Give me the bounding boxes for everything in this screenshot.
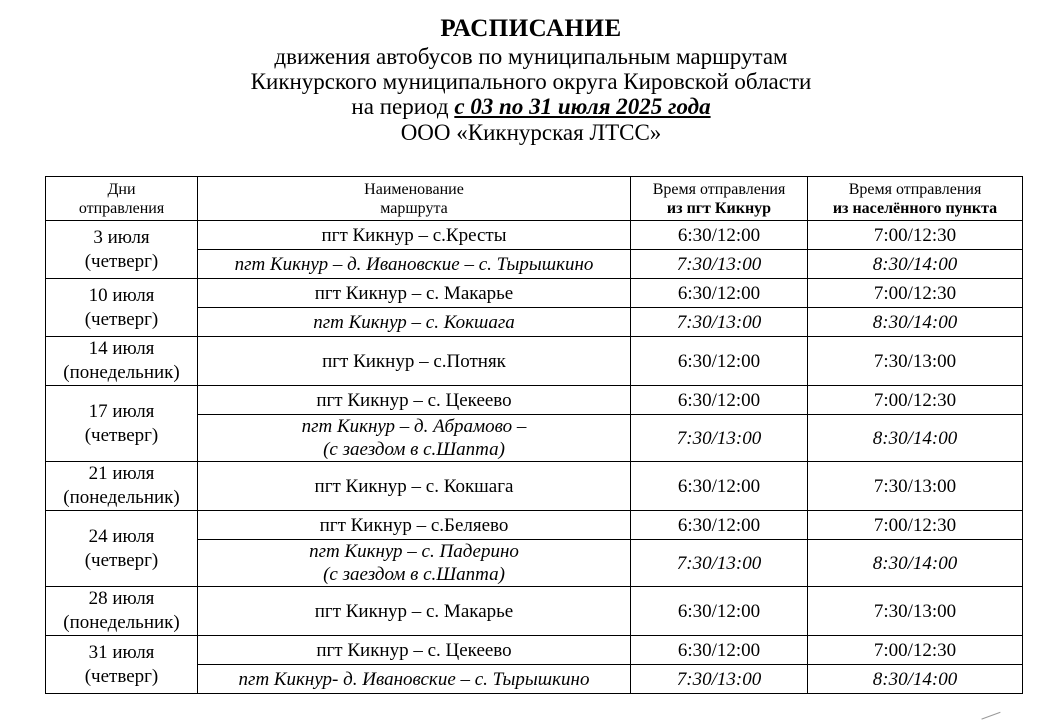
departure-time-kiknur: 6:30/12:00 [631, 511, 808, 540]
header-route [198, 177, 631, 221]
departure-time-village: 7:00/12:30 [808, 279, 1023, 308]
route-name-note: (с заездом в с.Шапта) [323, 439, 505, 460]
departure-weekday: (четверг) [84, 308, 159, 330]
departure-time-kiknur: 6:30/12:00 [631, 386, 808, 415]
subtitle-line-2: Кикнурского муниципального округа Кировской области [250, 69, 812, 94]
departure-time-village: 7:00/12:30 [808, 636, 1023, 665]
route-name-cell [198, 308, 631, 337]
route-name: пгт Кикнур – с.Потняк [322, 350, 506, 372]
departure-time-kiknur: 6:30/12:00 [631, 636, 808, 665]
departure-weekday: (четверг) [84, 424, 159, 446]
departure-time-village: 7:00/12:30 [808, 511, 1023, 540]
route-name-cell [198, 587, 631, 636]
route-name-cell [198, 279, 631, 308]
table-row [46, 462, 1023, 511]
departure-date: 10 июля [88, 284, 155, 306]
departure-date: 14 июля [88, 338, 155, 359]
departure-day-cell [46, 221, 198, 279]
departure-time-kiknur: 7:30/13:00 [631, 250, 808, 279]
table-row [46, 337, 1023, 386]
departure-weekday: (четверг) [84, 549, 159, 571]
departure-date: 31 июля [88, 641, 155, 663]
departure-time-village: 7:00/12:30 [808, 386, 1023, 415]
table-row [46, 587, 1023, 636]
header-from-village-line1: Время отправления [848, 180, 982, 198]
route-name: пгт Кикнур – с.Кресты [321, 224, 507, 246]
departure-time-kiknur: 6:30/12:00 [631, 337, 808, 386]
schedule-body [46, 221, 1023, 694]
departure-weekday: (четверг) [84, 250, 159, 272]
route-name: пгт Кикнур – д. Ивановские – с. Тырышкино [234, 253, 594, 275]
route-name: пгт Кикнур – с. Цекеево [316, 639, 512, 661]
header-from-kiknur-line2: из пгт Кикнур [666, 199, 772, 217]
departure-weekday: (понедельник) [63, 612, 180, 633]
departure-time-kiknur: 6:30/12:00 [631, 587, 808, 636]
departure-time-kiknur: 6:30/12:00 [631, 279, 808, 308]
route-name: пгт Кикнур – с. Кокшага [313, 311, 515, 333]
route-name: пгт Кикнур – с. Макарье [314, 282, 514, 304]
table-row [46, 279, 1023, 308]
departure-time-village: 8:30/14:00 [808, 308, 1023, 337]
route-name: пгт Кикнур – с. Кокшага [314, 475, 514, 497]
departure-time-kiknur: 6:30/12:00 [631, 462, 808, 511]
header-route-line2: маршрута [380, 199, 448, 217]
departure-time-village: 8:30/14:00 [808, 415, 1023, 462]
departure-time-village: 7:30/13:00 [808, 337, 1023, 386]
route-name: пгт Кикнур – с.Беляево [319, 514, 509, 536]
departure-time-village: 7:30/13:00 [808, 462, 1023, 511]
table-header-row [46, 177, 1023, 221]
departure-day-cell [46, 587, 198, 636]
header-days [46, 177, 198, 221]
departure-weekday: (четверг) [84, 665, 159, 687]
table-row [46, 636, 1023, 665]
route-name: пгт Кикнур- д. Ивановские – с. Тырышкино [238, 668, 590, 690]
departure-date: 28 июля [88, 588, 155, 609]
departure-day-cell [46, 462, 198, 511]
period-line [0, 94, 1062, 119]
table-row [46, 221, 1023, 250]
departure-date: 17 июля [88, 400, 155, 422]
departure-time-kiknur: 6:30/12:00 [631, 221, 808, 250]
route-name-cell [198, 511, 631, 540]
organization-name: ООО «Кикнурская ЛТСС» [400, 120, 662, 145]
route-name-cell [198, 540, 631, 587]
header-from-kiknur-line1: Время отправления [652, 180, 786, 198]
departure-time-kiknur: 7:30/13:00 [631, 415, 808, 462]
route-name-cell [198, 462, 631, 511]
departure-time-village: 7:00/12:30 [808, 221, 1023, 250]
header-from-village [808, 177, 1023, 221]
edge-mark [981, 712, 1002, 725]
departure-date: 3 июля [93, 226, 150, 248]
route-name-cell [198, 636, 631, 665]
route-name: пгт Кикнур – с. Падерино [309, 541, 519, 562]
document-title: РАСПИСАНИЕ [440, 15, 622, 42]
departure-date: 21 июля [88, 463, 155, 484]
route-name: пгт Кикнур – с. Макарье [314, 600, 514, 622]
header-route-line1: Наименование [364, 180, 464, 198]
departure-date: 24 июля [88, 525, 155, 547]
departure-time-kiknur: 7:30/13:00 [631, 308, 808, 337]
period-value: с 03 по 31 июля 2025 года [454, 94, 711, 119]
departure-day-cell [46, 337, 198, 386]
route-name: пгт Кикнур – д. Абрамово – [301, 416, 527, 437]
departure-time-kiknur: 7:30/13:00 [631, 540, 808, 587]
header-days-line2: отправления [78, 199, 165, 217]
departure-day-cell [46, 279, 198, 337]
departure-day-cell [46, 386, 198, 462]
route-name-cell [198, 250, 631, 279]
schedule-table [45, 176, 1023, 694]
route-name-cell [198, 337, 631, 386]
route-name-cell [198, 415, 631, 462]
departure-time-kiknur: 7:30/13:00 [631, 665, 808, 694]
route-name-cell [198, 665, 631, 694]
subtitle-line-1: движения автобусов по муниципальным маршрутам [274, 44, 788, 69]
header-from-village-line2: из населённого пункта [832, 199, 998, 217]
route-name-cell [198, 386, 631, 415]
departure-day-cell [46, 511, 198, 587]
departure-time-village: 8:30/14:00 [808, 665, 1023, 694]
departure-time-village: 7:30/13:00 [808, 587, 1023, 636]
departure-day-cell [46, 636, 198, 694]
departure-weekday: (понедельник) [63, 362, 180, 383]
period-prefix: на период [351, 94, 455, 119]
table-row [46, 386, 1023, 415]
departure-time-village: 8:30/14:00 [808, 540, 1023, 587]
departure-weekday: (понедельник) [63, 487, 180, 508]
route-name-note: (с заездом в с.Шапта) [323, 564, 505, 585]
route-name-cell [198, 221, 631, 250]
departure-time-village: 8:30/14:00 [808, 250, 1023, 279]
table-row [46, 511, 1023, 540]
header-from-kiknur [631, 177, 808, 221]
header-days-line1: Дни [107, 180, 136, 198]
route-name: пгт Кикнур – с. Цекеево [316, 389, 512, 411]
document-header [0, 0, 1062, 146]
